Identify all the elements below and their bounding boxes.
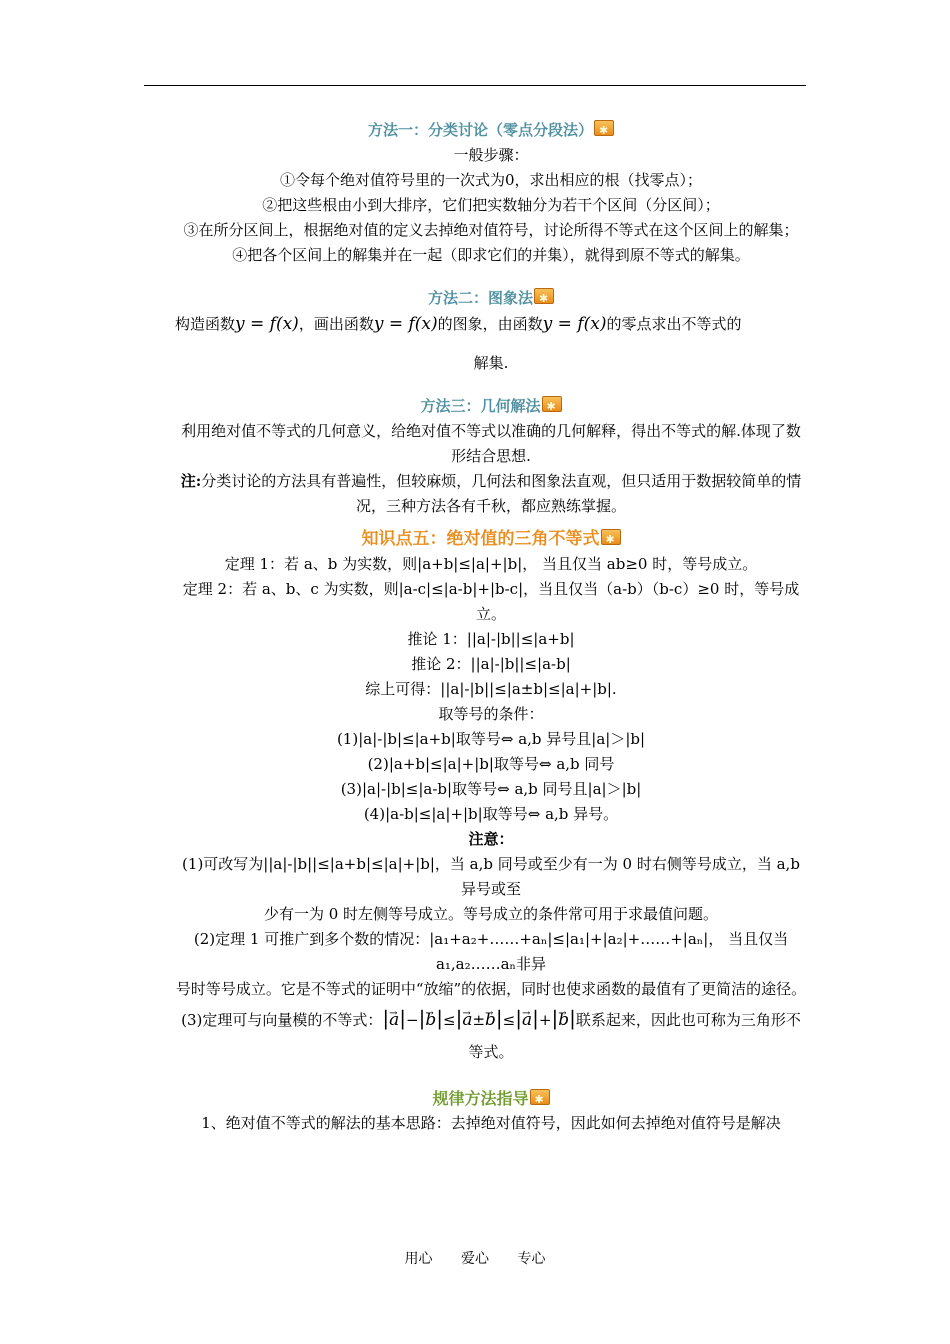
- point5-title: 知识点五：绝对值的三角不等式✱: [175, 527, 807, 552]
- step-4: ④把各个区间上的解集并在一起（即求它们的并集），就得到原不等式的解集。: [232, 246, 750, 264]
- method3-title: 方法三：几何解法✱: [175, 394, 807, 419]
- equality-2: (2)|a+b|≤|a|+|b|取等号⇔ a,b 同号: [367, 755, 615, 773]
- method3-note: 注:分类讨论的方法具有普遍性，但较麻烦，几何法和图象法直观，但只适用于数据较简单的情况，三种方法各有千秋，都应熟练掌握。: [180, 472, 802, 515]
- method3-text: 利用绝对值不等式的几何意义，给绝对值不等式以准确的几何解释，得出不等式的解.体现了数形结合思想.: [181, 422, 801, 465]
- guide-title: 规律方法指导✱: [175, 1086, 807, 1111]
- formula: y = f(x): [373, 314, 438, 334]
- folder-icon: [530, 1089, 550, 1105]
- theorem-1: 定理 1：若 a、b 为实数，则|a+b|≤|a|+|b|， 当且仅当 ab≥0 时，等号成立。: [224, 555, 758, 573]
- step-1: ①令每个绝对值符号里的一次式为0，求出相应的根（找零点）；: [279, 171, 703, 189]
- method1-title: 方法一：分类讨论（零点分段法）✱: [175, 118, 807, 143]
- method2-text: 构造函数y = f(x)，画出函数y = f(x)的图象，由函数y = f(x)的零点求出不等式的: [175, 314, 742, 334]
- note-2a: (2)定理 1 可推广到多个数的情况：|a₁+a₂+……+aₙ|≤|a₁|+|a₂|+……+|aₙ|， 当且仅当 a₁,a₂……aₙ非异: [193, 930, 789, 973]
- page-footer: 用心 爱心 专心: [404, 1251, 546, 1267]
- equality-3: (3)|a|-|b|≤|a-b|取等号⇔ a,b 同号且|a|＞|b|: [340, 780, 642, 798]
- method2-title: 方法二：图象法✱: [175, 286, 807, 311]
- attention-label: 注意：: [468, 830, 514, 848]
- note-3a: (3)定理可与向量模的不等式：|→ a|−|→ b|≤|→ a±→ b|≤|→ a|+|→ b|联系起来，因此也可称为三角形不等式。: [175, 1002, 807, 1068]
- steps-title: 一般步骤：: [453, 146, 529, 164]
- step-2: ②把这些根由小到大排序，它们把实数轴分为若干个区间（分区间）；: [262, 196, 720, 214]
- note-1a: (1)可改写为||a|-|b||≤|a+b|≤|a|+|b|，当 a,b 同号或至少有一为 0 时右侧等号成立，当 a,b 异号或至: [182, 855, 800, 898]
- note-2b: 号时等号成立。它是不等式的证明中“放缩”的依据，同时也使求函数的最值有了更简洁的途径。: [175, 980, 807, 998]
- method2-end: 解集.: [473, 354, 509, 372]
- document-body: [175, 118, 807, 1136]
- equality-4: (4)|a-b|≤|a|+|b|取等号⇔ a,b 异号。: [363, 805, 619, 823]
- vector-inequality: |→ a|−|→ b|≤|→ a±→ b|≤|→ a|+|→ b|: [382, 1011, 575, 1029]
- equality-1: (1)|a|-|b|≤|a+b|取等号⇔ a,b 异号且|a|＞|b|: [336, 730, 646, 748]
- header-rule: [144, 85, 806, 86]
- folder-icon: [534, 288, 554, 304]
- corollary-1: 推论 1：||a|-|b||≤|a+b|: [407, 630, 575, 648]
- corollary-2: 推论 2：||a|-|b||≤|a-b|: [411, 655, 571, 673]
- folder-icon: [594, 120, 614, 136]
- guide-item-1: 1、绝对值不等式的解法的基本思路：去掉绝对值符号，因此如何去掉绝对值符号是解决: [201, 1114, 781, 1132]
- folder-icon: [542, 396, 562, 412]
- theorem-2: 定理 2：若 a、b、c 为实数，则|a-c|≤|a-b|+|b-c|，当且仅当（a-b）（b-c）≥0 时，等号成立。: [182, 580, 800, 623]
- formula: y = f(x): [235, 314, 299, 334]
- note-1b: 少有一为 0 时左侧等号成立。等号成立的条件常可用于求最值问题。: [263, 905, 719, 923]
- summary: 综上可得：||a|-|b||≤|a±b|≤|a|+|b|.: [365, 680, 617, 698]
- step-3: ③在所分区间上，根据绝对值的定义去掉绝对值符号，讨论所得不等式在这个区间上的解集；: [183, 221, 799, 239]
- equality-title: 取等号的条件：: [438, 705, 544, 723]
- folder-icon: [601, 529, 621, 545]
- formula: y = f(x): [542, 314, 607, 334]
